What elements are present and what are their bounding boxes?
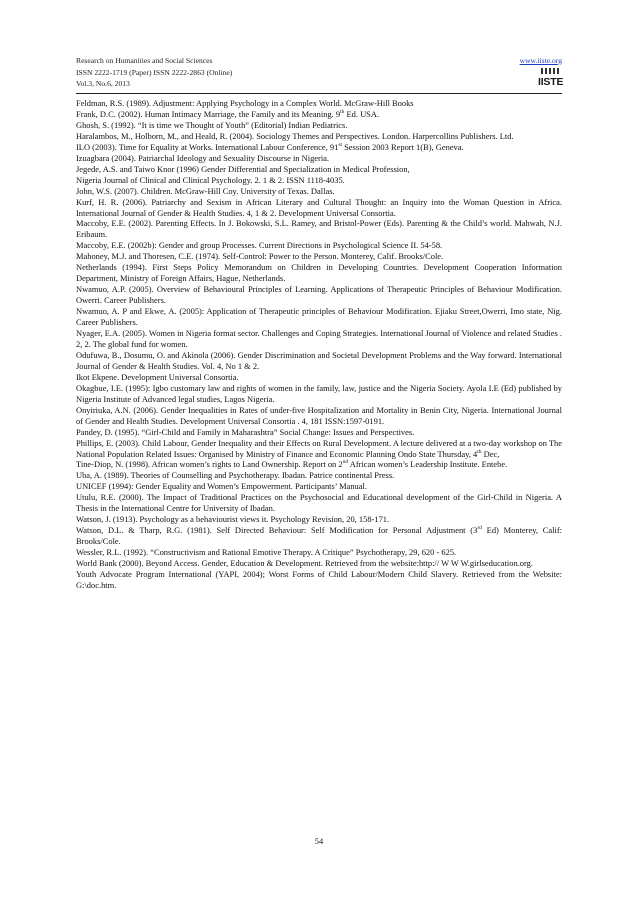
reference-entry [76,175,562,186]
reference-entry [76,459,562,470]
reference-entry [76,240,562,251]
reference-entry [76,438,562,460]
reference-text: John, W.S. (2007). Children. McGraw-Hill Coy. University of Texas. Dallas. [76,185,335,196]
reference-text-continued: Ed) Monterey, Calif: Brooks/Cole. [76,525,562,547]
reference-superscript: st [338,142,342,148]
reference-entry [76,284,562,306]
reference-text: Netherlands (1994). First Steps Policy Memorandum on Children in Developing Countries. Development Cooperation Information Department, Ministry of Foreign Affairs, Hague, Netherlands. [76,262,562,284]
reference-entry [76,405,562,427]
reference-text: Jegede, A.S. and Taiwo Knor (1996) Gender Differential and Specialization in Medical Profession, [76,163,410,174]
reference-text: Nyager, E.A. (2005). Women in Nigeria format sector. Challenges and Coping Strategies. International Journal of Violence and related Studies . 2, 2. The global fund for women. [76,328,562,349]
reference-text-continued: Ed. USA. [344,108,380,119]
reference-text: Utulu, R.E. (2000). The Impact of Traditional Practices on the Psychosocial and Educational development of the Girl-Child in Nigeria. A Thesis in the International Centre for University of Ibadan. [76,492,562,514]
reference-entry [76,98,562,109]
reference-entry [76,481,562,492]
page-header [76,55,562,99]
reference-entry [76,547,562,558]
reference-text: Tine-Diop, N. (1998). African women’s rights to Land Ownership. Report on 2 [76,459,343,470]
reference-entry [76,350,562,372]
reference-text: Maccoby, E.E. (2002b): Gender and group Processes. Current Directions in Psychological Science II. 54-58. [76,240,443,251]
reference-text: Okagbue, I.E. (1995): Igbo customary law and rights of women in the family, law, justice and the Nigeria Society. Ayola I.E (Ed) published by Nigeria Institute of Advanced legal studies, Lagos Nigeria. [76,382,562,404]
reference-text: ILO (2003). Time for Equality at Works. International Labour Conference, 91 [76,141,339,152]
volume-line: Vol.3, No.6, 2013 [76,79,130,88]
reference-text: Feldman, R.S. (1989). Adjustment: Applying Psychology in a Complex World. McGraw-Hill Books [76,98,414,108]
reference-text: UNICEF (1994): Gender Equality and Women’s Empowerment. Participants’ Manual. [76,481,367,492]
reference-superscript: th [477,448,482,455]
reference-text: Haralambos, M., Holborn, M., and Heald, R. (2004). Sociology Themes and Perspectives. London. Harpercollins Publishers. Ltd. [76,130,514,141]
reference-text: Uba, A. (1989). Theories of Counselling and Psychotherapy. Ibadan. Patrice continental Press. [76,470,395,481]
reference-entry [76,131,562,142]
reference-entry [76,492,562,514]
reference-text: World Bank (2000). Beyond Access. Gender, Education & Development. Retrieved from the website:http:// W W W.girlseducation.org. [76,558,534,569]
reference-text: Onyiriuka, A.N. (2006). Gender Inequalities in Rates of under-five Hospitalization and Mortality in Benin City, Nigeria. International Journal of Gender and Health Studies. Development Universal Consortia . 4, 181 ISSN:1597-0191. [76,404,562,426]
issn-line: ISSN 2222-1719 (Paper) ISSN 2222-2863 (Online) [76,67,233,77]
reference-text: Wessler, R.L. (1992). “Constructivism and Rational Emotive Therapy. A Critique” Psychotherapy, 29, 620 - 625. [76,547,457,558]
reference-superscript: th [340,109,345,116]
reference-text: Youth Advocate Program International (YAPI, 2004); Worst Forms of Child Labour/Modern Child Slavery. Retrieved from the Website: G:\doc.htm. [76,568,562,590]
reference-entry [76,109,562,120]
reference-text: Nwamuo, A.P. (2005). Overview of Behavioural Principles of Learning. Applications of Therapeutic Principles of Behaviour Modification. Owerri. Career Publishers. [76,284,562,306]
journal-website-link[interactable]: www.iiste.org [519,56,562,65]
reference-entry [76,120,562,131]
reference-text: Watson, J. (1913). Psychology as a behaviourist views it. Psychology Revision, 20, 158-171. [76,514,390,525]
reference-superscript: nd [342,459,349,466]
reference-text: Odufuwa, B., Dosumu, O. and Akinola (2006). Gender Discrimination and Societal Development Problems and the Way forward. International Journal of Gender & Health Studies. Vol. 4, No 1 & 2. [76,349,562,371]
reference-text: Frank, D.C. (2002). Human Intimacy Marriage, the Family and its Meaning. 9 [76,108,341,119]
reference-text: Pandey, D. (1995). “Girl-Child and Family in Maharashtra” Social Change: Issues and Perspectives. [76,426,415,437]
reference-entry [76,514,562,525]
reference-list [76,98,562,591]
reference-entry [76,383,562,405]
reference-text: Phillips, E. (2003). Child Labour, Gender Inequality and their Effects on Rural Development. A lecture delivered at a two-day workshop on The National Population Related Issues: Organised by Ministry of Finance and Economic Planning Ondo State Thursday, 4 [76,437,562,459]
reference-entry [76,470,562,481]
logo-text: IISTE [538,76,564,88]
reference-entry [76,372,562,383]
reference-superscript: rd [477,525,482,532]
reference-entry [76,251,562,262]
reference-entry [76,328,562,350]
reference-text: Kurf, H. R. (2006). Patriarchy and Sexism in African Literary and Cultural Thought: an Inquiry into the Woman Question in Africa. International Journal of Gender & Health Studies. 4, 1 & 2. Development Universal Consortia. [76,196,562,218]
reference-text: Nigeria Journal of Clinical and Clinical Psychology. 2. 1 & 2. ISSN 1118-4035. [76,174,345,185]
header-rule [76,93,562,94]
reference-entry [76,306,562,328]
reference-text: Nwamuo, A. P and Ekwe, A. (2005): Application of Therapeutic principles of Behaviour Modification. Ejiaku Street,Owerri, Imo state, Nig. Career Publishers. [76,306,562,328]
reference-text-continued: African women’s Leadership Institute. Entebe. [348,459,508,470]
reference-text: Ghosh, S. (1992). “It is time we Thought of Youth” (Editorial) Indian Pediatrics. [76,119,348,130]
reference-entry [76,197,562,219]
journal-name: Research on Humanities and Social Sciences [76,56,213,65]
reference-text: Izuagbara (2004). Patriarchal Ideology and Sexuality Discourse in Nigeria. [76,152,330,163]
reference-entry [76,164,562,175]
reference-entry [76,525,562,547]
page-number: 54 [314,836,324,846]
reference-text: Maccoby, E.E. (2002). Parenting Effects. In J. Bokowski, S.L. Ramey, and Bristol-Power (Eds). Parenting & the Child’s world. Mahwah, N.J. Eribaum. [76,218,562,240]
logo-stripes [541,68,559,74]
reference-text-continued: Session 2003 Report 1(B), Geneva. [341,141,464,152]
reference-text: Mahoney, M.J. and Thoresen, C.E. (1974). Self-Control: Power to the Person. Monterey, Calif. Brooks/Cole. [76,251,444,262]
reference-entry [76,186,562,197]
reference-entry [76,153,562,164]
reference-entry [76,262,562,284]
reference-text: Watson, D.L. & Tharp, R.G. (1981). Self Directed Behaviour: Self Modification for Personal Adjustment (3 [76,525,478,536]
reference-text-continued: Dec, [481,448,500,459]
reference-entry [76,558,562,569]
reference-entry [76,142,562,153]
reference-entry [76,218,562,240]
reference-entry [76,569,562,591]
reference-text: Ikot Ekpene. Development Universal Consortia. [76,371,239,382]
iiste-logo [538,68,562,90]
reference-entry [76,427,562,438]
